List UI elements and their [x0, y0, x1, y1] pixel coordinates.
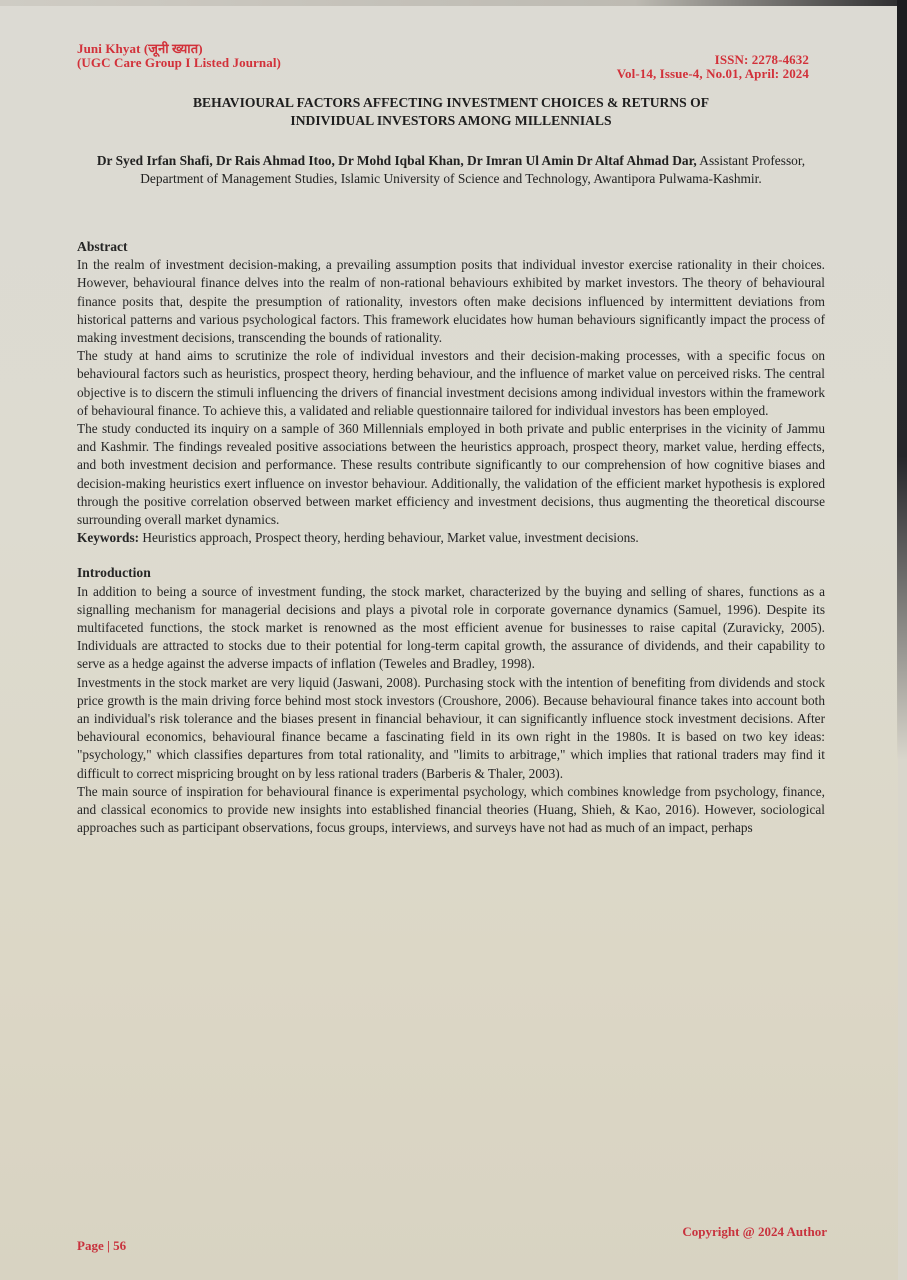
copyright-notice: Copyright @ 2024 Author — [682, 1224, 827, 1239]
introduction-paragraph: The main source of inspiration for behavioural finance is experimental psychology, which combines knowledge from psychology, finance, and classical economics to provide new insights into established financial theories (Huang, Shieh, & Kao, 2016). However, sociological approaches such as participant observations, focus groups, interviews, and surveys have not had as much of an impact, perhaps — [77, 783, 825, 836]
article-body — [77, 238, 825, 838]
issn: ISSN: 2278-4632 — [714, 52, 809, 67]
journal-header-left — [77, 42, 281, 70]
introduction-paragraph: In addition to being a source of investment funding, the stock market, characterized by the buying and selling of shares, functions as a signalling mechanism for managerial decisions and plays a pivotal role in corporate governance dynamics (Samuel, 1996). Despite its multifaceted functions, the stock market is renowned as the most efficient avenue for businesses to raise capital (Zuravicky, 2005). Individuals are attracted to stocks due to their potential for long-term capital growth, the assurance of dividends, and their capability to serve as a hedge against the adverse impacts of inflation (Teweles and Bradley, 1998). — [77, 583, 825, 672]
abstract-heading: Abstract — [77, 239, 128, 254]
keywords-label: Keywords: — [77, 530, 140, 546]
keywords — [77, 529, 825, 547]
photo-bezel-right — [897, 0, 907, 760]
section-gap — [77, 547, 825, 564]
introduction-heading: Introduction — [77, 565, 151, 581]
journal-header-right — [617, 53, 809, 81]
author-names: Dr Syed Irfan Shafi, Dr Rais Ahmad Itoo, Dr Mohd Iqbal Khan, Dr Imran Ul Amin Dr Altaf Ahmad Dar, — [96, 153, 697, 168]
journal-name: Juni Khyat (जूनी ख्यात) — [77, 41, 203, 56]
page-number: Page | 56 — [77, 1238, 127, 1253]
title-line-1: BEHAVIOURAL FACTORS AFFECTING INVESTMENT CHOICES & RETURNS OF — [192, 95, 710, 110]
journal-listing: (UGC Care Group I Listed Journal) — [77, 55, 281, 70]
author-affiliation: Assistant Professor, Department of Management Studies, Islamic University of Science and Technology, Awantipora Pulwama-Kashmir. — [140, 153, 806, 186]
introduction-paragraph: Investments in the stock market are very liquid (Jaswani, 2008). Purchasing stock with the intention of benefiting from dividends and stock price growth is the main driving force behind most stock investors (Croushore, 2006). Because behavioural finance takes into account both an individual's risk tolerance and the biases present in financial behaviour, it can significantly influence stock investment decisions. After behavioural economics, behavioural finance became a fascinating field in its own right in the 1980s. It is based on two key ideas: "psychology," which classifies departures from total rationality, and "limits to arbitrage," which implies that rational traders may find it difficult to correct mispricing brought on by less rational traders (Barberis & Thaler, 2003). — [77, 674, 825, 781]
title-line-2: INDIVIDUAL INVESTORS AMONG MILLENNIALS — [290, 113, 612, 128]
abstract-paragraph: The study conducted its inquiry on a sample of 360 Millennials employed in both private and public enterprises in the vicinity of Jammu and Kashmir. The findings revealed positive associations between the heuristics approach, prospect theory, market value, herding effects, and both investment decision and performance. These results contribute significantly to our comprehension of how cognitive biases and decision-making heuristics exert influence on investor behaviour. Additionally, the validation of the efficient market hypothesis is explored through the positive correlation observed between market efficiency and investment decisions, thus augmenting the theoretical discourse surrounding overall market dynamics. — [77, 421, 825, 528]
article-title — [77, 94, 825, 130]
author-block — [77, 152, 825, 188]
abstract-paragraph: The study at hand aims to scrutinize the role of individual investors and their decision-making processes, with a specific focus on behavioural factors such as heuristics, prospect theory, herding behaviour, and the influence of market value on perceived risks. The central objective is to discern the stimuli influencing the drivers of financial investment decisions among individual investors within the framework of behavioural finance. To achieve this, a validated and reliable questionnaire tailored for individual investors has been employed. — [77, 348, 825, 418]
keywords-text: Heuristics approach, Prospect theory, herding behaviour, Market value, investment decisions. — [142, 530, 639, 546]
abstract-paragraph: In the realm of investment decision-making, a prevailing assumption posits that individual investor exercise rationality in their choices. However, behavioural finance delves into the realm of non-rational behaviours exhibited by market investors. The theory of behavioural finance posits that, despite the presumption of rationality, investors often make decisions influenced by intermittent deviations from historical patterns and various psychological factors. This framework elucidates how human behaviours significantly impact the process of making investment decisions, transcending the bounds of rationality. — [77, 257, 825, 346]
volume-issue: Vol-14, Issue-4, No.01, April: 2024 — [616, 66, 809, 81]
